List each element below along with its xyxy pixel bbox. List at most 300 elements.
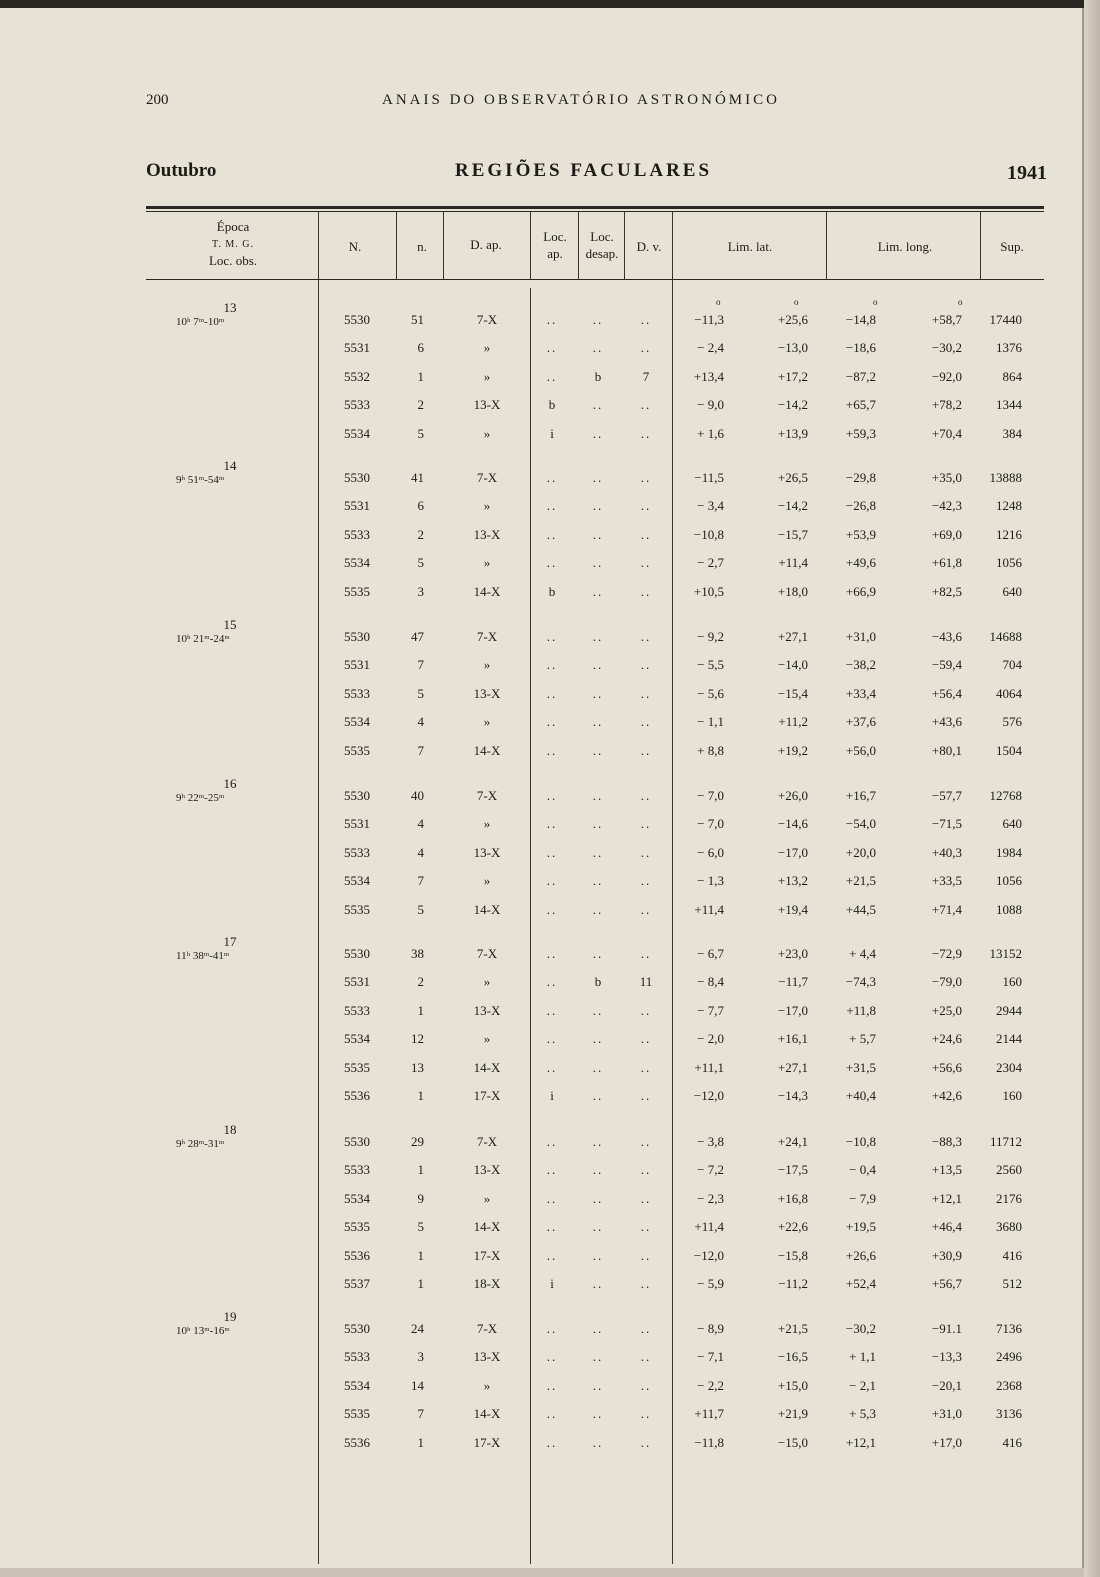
- cell-lat1: − 2,7: [697, 555, 724, 571]
- cell-locap: ..: [546, 526, 558, 542]
- header-d-v: D. v.: [636, 239, 662, 254]
- cell-sup: 1376: [996, 340, 1022, 356]
- cell-sup: 1088: [996, 901, 1022, 917]
- cell-dv: ..: [640, 816, 652, 832]
- cell-lat2: −14,2: [777, 498, 808, 514]
- cell-dv: ..: [640, 1031, 652, 1047]
- cell-locdesap: ..: [592, 1349, 604, 1365]
- cell-locap: ..: [546, 1059, 558, 1075]
- cell-dv: ..: [640, 788, 652, 803]
- cell-locdesap: ..: [592, 1059, 604, 1075]
- table-row: [146, 1276, 1044, 1296]
- cell-locdesap: ..: [592, 788, 604, 803]
- cell-lat2: +27,1: [777, 629, 808, 644]
- cell-lat1: +10,5: [693, 583, 724, 599]
- cell-long2: +58,7: [931, 312, 962, 327]
- cell-dv: ..: [640, 1276, 652, 1291]
- cell-locdesap: b: [594, 974, 602, 990]
- cell-long2: +78,2: [931, 397, 962, 413]
- cell-locdesap: ..: [592, 629, 604, 644]
- cell-lat1: −11,5: [694, 470, 724, 485]
- col-divider: [396, 212, 397, 280]
- cell-n: 5530: [344, 1134, 370, 1149]
- table-row: [146, 1060, 1044, 1080]
- cell-locap: ..: [546, 946, 558, 961]
- cell-locdesap: ..: [592, 714, 604, 730]
- cell-sup: 640: [1002, 816, 1022, 832]
- table-row: [146, 312, 1044, 332]
- cell-n: 5534: [344, 1031, 370, 1047]
- cell-long2: −79,0: [931, 974, 962, 990]
- table-row: [146, 1031, 1044, 1051]
- cell-locap: ..: [546, 873, 558, 889]
- table-row: [146, 1003, 1044, 1023]
- cell-long2: −59,4: [931, 657, 962, 673]
- cell-long2: +12,1: [931, 1190, 962, 1206]
- cell-long2: +82,5: [931, 583, 962, 599]
- cell-lat2: +15,0: [777, 1377, 808, 1393]
- cell-n: 3: [417, 1349, 424, 1365]
- cell-lat2: +16,1: [777, 1031, 808, 1047]
- cell-dv: ..: [640, 1059, 652, 1075]
- cell-locap: i: [550, 1276, 554, 1291]
- table-top-rule: [146, 206, 1044, 209]
- cell-long1: − 2,1: [849, 1377, 876, 1393]
- cell-n: 5535: [344, 1219, 370, 1235]
- cell-long1: −87,2: [845, 368, 876, 384]
- cell-locap: b: [548, 397, 556, 413]
- cell-sup: 1984: [996, 844, 1022, 860]
- observation-time: 10ʰ 7ᵐ-10ᵐ: [176, 316, 225, 328]
- cell-n: 5533: [344, 844, 370, 860]
- observation-time: 10ʰ 21ᵐ-24ᵐ: [176, 633, 230, 645]
- cell-locap: ..: [546, 742, 558, 758]
- cell-dap: 14-X: [473, 583, 501, 599]
- table-row: [146, 1321, 1044, 1341]
- header-d-ap: D. ap.: [470, 237, 502, 252]
- cell-n: 5535: [344, 901, 370, 917]
- cell-n: 2: [417, 397, 424, 413]
- cell-sup: 2304: [996, 1059, 1022, 1075]
- cell-locdesap: ..: [592, 844, 604, 860]
- cell-dv: ..: [640, 1434, 652, 1450]
- cell-sup: 17440: [989, 312, 1022, 327]
- table-row: [146, 743, 1044, 763]
- cell-locdesap: ..: [592, 583, 604, 599]
- cell-long2: +46,4: [931, 1219, 962, 1235]
- cell-n: 5530: [344, 629, 370, 644]
- cell-lat2: −11,2: [778, 1276, 808, 1291]
- cell-dap: 7-X: [476, 312, 498, 327]
- cell-long2: +80,1: [931, 742, 962, 758]
- cell-locap: ..: [546, 340, 558, 356]
- cell-long2: +71,4: [931, 901, 962, 917]
- cell-lat1: + 8,8: [697, 742, 724, 758]
- cell-long1: +37,6: [845, 714, 876, 730]
- header-loc-desap-1: Loc.: [590, 229, 614, 244]
- cell-n: 40: [411, 788, 424, 803]
- cell-locap: ..: [546, 816, 558, 832]
- cell-n: 5535: [344, 1059, 370, 1075]
- cell-dv: ..: [640, 526, 652, 542]
- cell-sup: 384: [1002, 425, 1022, 441]
- table-row: [146, 470, 1044, 490]
- page-edge: [1084, 0, 1100, 1577]
- cell-dv: ..: [640, 1349, 652, 1365]
- cell-long2: +13,5: [931, 1162, 962, 1178]
- cell-long1: +31,5: [845, 1059, 876, 1075]
- cell-long2: +43,6: [931, 714, 962, 730]
- cell-locdesap: ..: [592, 340, 604, 356]
- cell-dap: 13-X: [473, 1349, 501, 1365]
- header-n-lower: n.: [417, 239, 427, 254]
- cell-lat1: +11,4: [694, 1219, 724, 1235]
- cell-dv: ..: [640, 1134, 652, 1149]
- cell-locdesap: ..: [592, 555, 604, 571]
- cell-sup: 160: [1002, 974, 1022, 990]
- cell-n: 5534: [344, 873, 370, 889]
- cell-locap: ..: [546, 312, 558, 327]
- cell-dv: ..: [640, 340, 652, 356]
- cell-lat2: −14,6: [777, 816, 808, 832]
- table-row: [146, 1349, 1044, 1369]
- cell-locap: ..: [546, 1162, 558, 1178]
- cell-long2: +56,4: [931, 685, 962, 701]
- cell-dap: 18-X: [473, 1276, 501, 1291]
- cell-long2: +33,5: [931, 873, 962, 889]
- cell-locdesap: b: [594, 368, 602, 384]
- table-row: [146, 1248, 1044, 1268]
- cell-long1: +66,9: [845, 583, 876, 599]
- col-divider: [826, 212, 827, 280]
- col-divider: [530, 212, 531, 280]
- cell-long1: +33,4: [845, 685, 876, 701]
- cell-long2: +31,0: [931, 1406, 962, 1422]
- cell-dap: »: [483, 873, 491, 889]
- cell-lat1: −12,0: [693, 1088, 724, 1103]
- cell-n: 5530: [344, 470, 370, 485]
- cell-lat2: −13,0: [777, 340, 808, 356]
- cell-n: 5530: [344, 788, 370, 803]
- cell-long1: + 1,1: [849, 1349, 876, 1365]
- cell-lat2: +19,4: [777, 901, 808, 917]
- cell-n: 5534: [344, 425, 370, 441]
- table-row: [146, 1134, 1044, 1154]
- cell-n: 5533: [344, 1349, 370, 1365]
- cell-n: 4: [417, 816, 424, 832]
- cell-lat2: −14,2: [777, 397, 808, 413]
- cell-lat1: +11,1: [694, 1059, 724, 1075]
- cell-locdesap: ..: [592, 946, 604, 961]
- cell-long1: −30,2: [845, 1321, 876, 1336]
- cell-locdesap: ..: [592, 1002, 604, 1018]
- cell-locdesap: ..: [592, 1434, 604, 1450]
- cell-locdesap: ..: [592, 312, 604, 327]
- cell-n: 3: [417, 583, 424, 599]
- cell-locap: ..: [546, 1134, 558, 1149]
- cell-lat2: −15,7: [777, 526, 808, 542]
- header-epoca: Época: [216, 219, 250, 234]
- degree-mark: o: [794, 297, 799, 307]
- cell-locdesap: ..: [592, 1031, 604, 1047]
- cell-sup: 576: [1002, 714, 1022, 730]
- cell-long1: −38,2: [845, 657, 876, 673]
- cell-n: 5530: [344, 1321, 370, 1336]
- cell-sup: 2560: [996, 1162, 1022, 1178]
- cell-lat2: +13,2: [777, 873, 808, 889]
- cell-long2: −57,7: [931, 788, 962, 803]
- cell-n: 5533: [344, 1002, 370, 1018]
- cell-dap: »: [483, 714, 491, 730]
- cell-locap: b: [548, 583, 556, 599]
- cell-locdesap: ..: [592, 1377, 604, 1393]
- cell-long1: +21,5: [845, 873, 876, 889]
- cell-long2: −71,5: [931, 816, 962, 832]
- header-bottom-rule: [146, 279, 1044, 280]
- cell-lat2: +26,0: [777, 788, 808, 803]
- col-divider: [980, 212, 981, 280]
- table-row: [146, 1162, 1044, 1182]
- cell-lat2: −17,0: [777, 1002, 808, 1018]
- cell-long2: +40,3: [931, 844, 962, 860]
- table-row: [146, 340, 1044, 360]
- cell-n: 1: [417, 1247, 424, 1263]
- cell-lat1: − 5,6: [697, 685, 724, 701]
- cell-locdesap: ..: [592, 1276, 604, 1291]
- cell-dv: ..: [640, 946, 652, 961]
- cell-locap: ..: [546, 629, 558, 644]
- header-sup: Sup.: [1000, 239, 1024, 254]
- cell-dap: 7-X: [476, 788, 498, 803]
- header-loc-obs: Loc. obs.: [208, 253, 258, 268]
- observation-day: 15: [223, 617, 237, 632]
- cell-locdesap: ..: [592, 1247, 604, 1263]
- cell-lat2: −14,0: [777, 657, 808, 673]
- cell-dap: 14-X: [473, 1406, 501, 1422]
- table-row: [146, 686, 1044, 706]
- running-title: ANAIS DO OBSERVATÓRIO ASTRONÓMICO: [382, 92, 780, 108]
- cell-locap: ..: [546, 1002, 558, 1018]
- cell-dv: ..: [640, 1002, 652, 1018]
- cell-n: 47: [411, 629, 424, 644]
- cell-dap: »: [483, 1190, 491, 1206]
- cell-long1: −10,8: [845, 1134, 876, 1149]
- cell-n: 5535: [344, 1406, 370, 1422]
- cell-dv: ..: [640, 1088, 652, 1103]
- cell-dap: 7-X: [476, 629, 498, 644]
- cell-long2: −13,3: [931, 1349, 962, 1365]
- cell-sup: 160: [1002, 1088, 1022, 1103]
- cell-dv: ..: [640, 844, 652, 860]
- cell-n: 5: [417, 555, 424, 571]
- cell-locap: ..: [546, 844, 558, 860]
- cell-n: 5531: [344, 498, 370, 514]
- table-row: [146, 1088, 1044, 1108]
- cell-n: 51: [411, 312, 424, 327]
- cell-sup: 14688: [989, 629, 1022, 644]
- cell-sup: 2944: [996, 1002, 1022, 1018]
- cell-lat2: +22,6: [777, 1219, 808, 1235]
- cell-sup: 13152: [989, 946, 1022, 961]
- cell-locap: ..: [546, 1406, 558, 1422]
- table-row: [146, 584, 1044, 604]
- cell-long1: − 0,4: [849, 1162, 876, 1178]
- cell-dv: ..: [640, 1219, 652, 1235]
- header-n-upper: N.: [348, 239, 362, 254]
- cell-lat1: − 7,7: [697, 1002, 724, 1018]
- cell-lat2: −11,7: [778, 974, 808, 990]
- cell-locdesap: ..: [592, 1406, 604, 1422]
- cell-lat1: − 3,8: [697, 1134, 724, 1149]
- cell-lat1: − 8,4: [697, 974, 724, 990]
- cell-sup: 1056: [996, 555, 1022, 571]
- observation-time: 10ʰ 13ᵐ-16ᵐ: [176, 1325, 230, 1337]
- cell-dap: 7-X: [476, 946, 498, 961]
- cell-dv: ..: [640, 583, 652, 599]
- cell-long1: +20,0: [845, 844, 876, 860]
- cell-locap: ..: [546, 1031, 558, 1047]
- cell-locap: ..: [546, 1219, 558, 1235]
- cell-n: 5534: [344, 1377, 370, 1393]
- cell-locdesap: ..: [592, 1134, 604, 1149]
- cell-long2: −42,3: [931, 498, 962, 514]
- cell-n: 5534: [344, 714, 370, 730]
- cell-n: 5530: [344, 946, 370, 961]
- cell-dap: 7-X: [476, 1321, 498, 1336]
- cell-lat2: +26,5: [777, 470, 808, 485]
- table-row: [146, 498, 1044, 518]
- cell-dv: ..: [640, 312, 652, 327]
- cell-locap: ..: [546, 901, 558, 917]
- cell-lat2: +21,5: [777, 1321, 808, 1336]
- cell-long1: +56,0: [845, 742, 876, 758]
- cell-dap: »: [483, 657, 491, 673]
- cell-lat1: − 3,4: [697, 498, 724, 514]
- cell-lat2: +11,2: [778, 714, 808, 730]
- section-title: REGIÕES FACULARES: [455, 160, 713, 181]
- cell-n: 4: [417, 714, 424, 730]
- cell-locdesap: ..: [592, 526, 604, 542]
- cell-lat2: +13,9: [777, 425, 808, 441]
- header-loc-desap-2: desap.: [585, 246, 619, 261]
- cell-dap: 13-X: [473, 1002, 501, 1018]
- degree-mark: o: [873, 297, 878, 307]
- cell-long1: +44,5: [845, 901, 876, 917]
- cell-dap: 7-X: [476, 1134, 498, 1149]
- cell-n: 5531: [344, 340, 370, 356]
- cell-long2: +17,0: [931, 1434, 962, 1450]
- cell-n: 38: [411, 946, 424, 961]
- cell-long1: −29,8: [845, 470, 876, 485]
- cell-n: 24: [411, 1321, 424, 1336]
- cell-locap: i: [550, 1088, 554, 1103]
- cell-sup: 4064: [996, 685, 1022, 701]
- table-row: [146, 426, 1044, 446]
- cell-locap: ..: [546, 1349, 558, 1365]
- degree-mark: o: [958, 297, 963, 307]
- cell-lat1: − 7,0: [697, 816, 724, 832]
- cell-long1: +11,8: [846, 1002, 876, 1018]
- cell-long2: +35,0: [931, 470, 962, 485]
- cell-dap: »: [483, 1031, 491, 1047]
- cell-long2: +61,8: [931, 555, 962, 571]
- cell-sup: 7136: [996, 1321, 1022, 1336]
- cell-n: 5535: [344, 583, 370, 599]
- cell-long1: +40,4: [845, 1088, 876, 1103]
- cell-dap: 14-X: [473, 1059, 501, 1075]
- cell-long2: −30,2: [931, 340, 962, 356]
- cell-dv: ..: [640, 425, 652, 441]
- table-row: [146, 902, 1044, 922]
- cell-sup: 1056: [996, 873, 1022, 889]
- cell-dap: 14-X: [473, 742, 501, 758]
- observation-day: 16: [223, 776, 237, 791]
- cell-n: 1: [417, 1002, 424, 1018]
- cell-n: 5531: [344, 816, 370, 832]
- cell-locap: i: [550, 425, 554, 441]
- cell-n: 5534: [344, 555, 370, 571]
- cell-lat2: −15,8: [777, 1247, 808, 1263]
- header-tmg: T. M. G.: [212, 239, 254, 250]
- cell-long2: +42,6: [931, 1088, 962, 1103]
- cell-lat1: − 9,2: [697, 629, 724, 644]
- cell-long1: +26,6: [845, 1247, 876, 1263]
- table-row: [146, 397, 1044, 417]
- cell-sup: 11712: [989, 1134, 1022, 1149]
- cell-lat1: − 9,0: [697, 397, 724, 413]
- cell-dap: 13-X: [473, 397, 501, 413]
- cell-locap: ..: [546, 714, 558, 730]
- table-top-rule-thin: [146, 211, 1044, 212]
- cell-lat2: −14,3: [777, 1088, 808, 1103]
- cell-lat2: +21,9: [777, 1406, 808, 1422]
- table-row: [146, 1191, 1044, 1211]
- observation-day: 18: [223, 1122, 237, 1137]
- cell-long2: −72,9: [931, 946, 962, 961]
- header-loc-ap-2: ap.: [547, 246, 563, 261]
- table-row: [146, 946, 1044, 966]
- cell-long2: +56,6: [931, 1059, 962, 1075]
- cell-long1: +59,3: [845, 425, 876, 441]
- cell-long1: + 4,4: [849, 946, 876, 961]
- cell-n: 1: [417, 1088, 424, 1103]
- cell-dap: 7-X: [476, 470, 498, 485]
- page-number: 200: [146, 92, 169, 108]
- cell-n: 5: [417, 425, 424, 441]
- cell-long2: −88,3: [931, 1134, 962, 1149]
- cell-long2: −92,0: [931, 368, 962, 384]
- cell-n: 7: [417, 873, 424, 889]
- cell-sup: 2144: [996, 1031, 1022, 1047]
- cell-long2: −43,6: [931, 629, 962, 644]
- cell-n: 41: [411, 470, 424, 485]
- cell-n: 5537: [344, 1276, 370, 1291]
- cell-long1: +49,6: [845, 555, 876, 571]
- cell-long1: − 7,9: [849, 1190, 876, 1206]
- cell-dv: ..: [640, 1190, 652, 1206]
- cell-locdesap: ..: [592, 685, 604, 701]
- scan-top-edge: [0, 0, 1100, 8]
- cell-n: 6: [417, 498, 424, 514]
- cell-n: 5533: [344, 685, 370, 701]
- cell-sup: 12768: [989, 788, 1022, 803]
- cell-sup: 2496: [996, 1349, 1022, 1365]
- cell-n: 1: [417, 1162, 424, 1178]
- cell-dv: ..: [640, 1247, 652, 1263]
- cell-long1: +52,4: [845, 1276, 876, 1291]
- table-row: [146, 788, 1044, 808]
- cell-sup: 1216: [996, 526, 1022, 542]
